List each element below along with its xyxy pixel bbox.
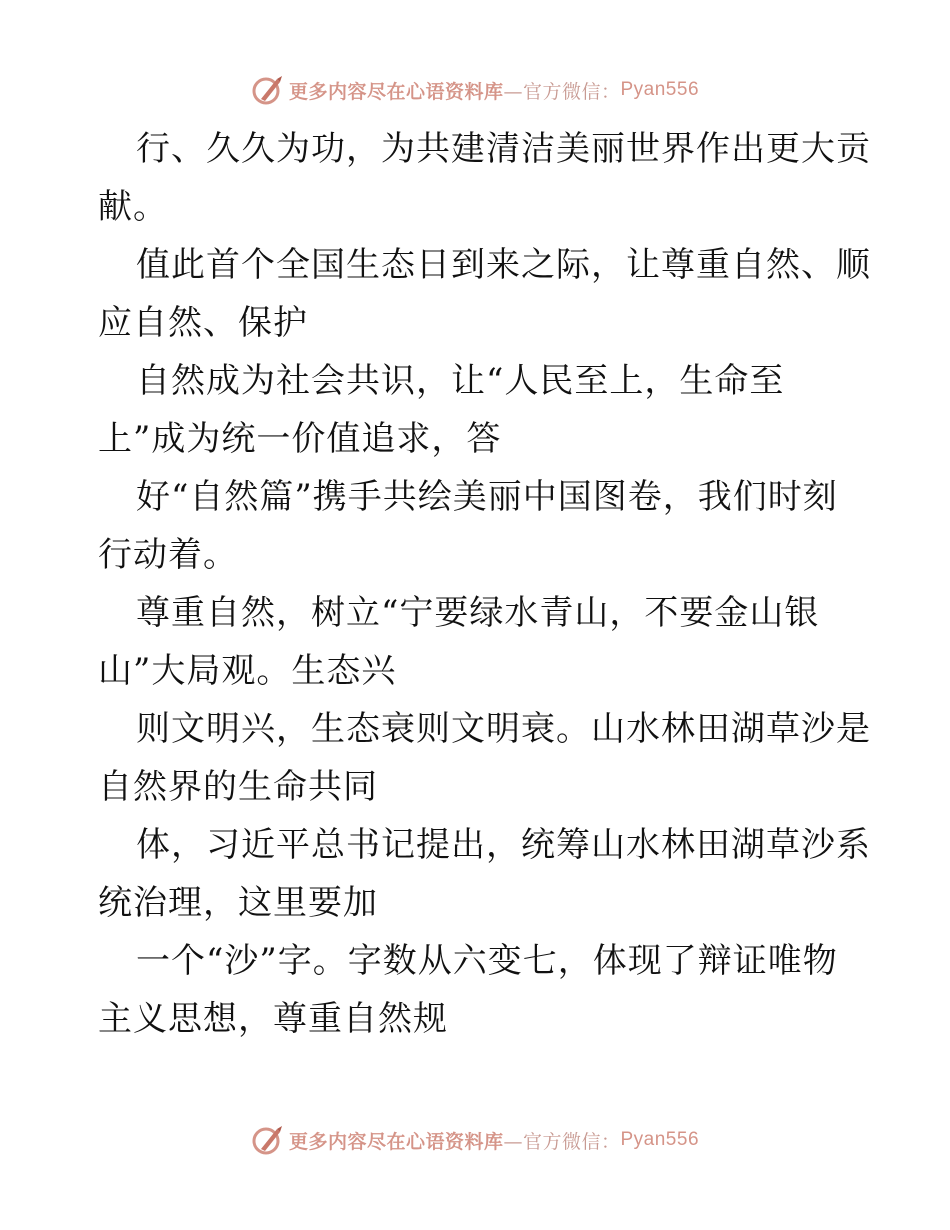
quill-pen-logo-icon (251, 1123, 285, 1157)
body-line: 上”成为统一价值追求，答 (98, 419, 502, 459)
body-line: 山”大局观。生态兴 (98, 651, 397, 691)
body-line: 好“自然篇”携手共绘美丽中国图卷，我们时刻 (136, 477, 838, 517)
body-line: 则文明兴，生态衰则文明衰。山水林田湖草沙是 (136, 709, 871, 749)
watermark-main-text: 更多内容尽在心语资料库 (288, 80, 504, 103)
footer-watermark (0, 1120, 950, 1160)
body-line: 行动着。 (98, 535, 238, 575)
document-body (98, 120, 871, 1048)
body-line: 应自然、保护 (98, 303, 308, 343)
watermark-wechat-id: Pyan556 (620, 1129, 700, 1150)
body-line: 主义思想，尊重自然规 (98, 999, 448, 1039)
body-line: 自然成为社会共识，让“人民至上，生命至 (136, 361, 785, 401)
body-line: 献。 (98, 187, 168, 227)
header-watermark (0, 70, 950, 110)
watermark-separator-text: —官方微信： (503, 80, 621, 103)
body-line: 尊重自然，树立“宁要绿水青山，不要金山银 (136, 593, 820, 633)
watermark-separator-text: —官方微信： (503, 1130, 621, 1153)
watermark-wechat-id: Pyan556 (620, 79, 700, 100)
body-line: 一个“沙”字。字数从六变七，体现了辩证唯物 (136, 941, 838, 981)
body-line: 体，习近平总书记提出，统筹山水林田湖草沙系 (136, 825, 871, 865)
body-line: 值此首个全国生态日到来之际，让尊重自然、顺 (136, 245, 871, 285)
quill-pen-logo-icon (251, 73, 285, 107)
body-line: 自然界的生命共同 (98, 767, 378, 807)
body-line: 统治理，这里要加 (98, 883, 378, 923)
watermark-main-text: 更多内容尽在心语资料库 (288, 1130, 504, 1153)
body-line: 行、久久为功，为共建清洁美丽世界作出更大贡 (136, 129, 871, 169)
